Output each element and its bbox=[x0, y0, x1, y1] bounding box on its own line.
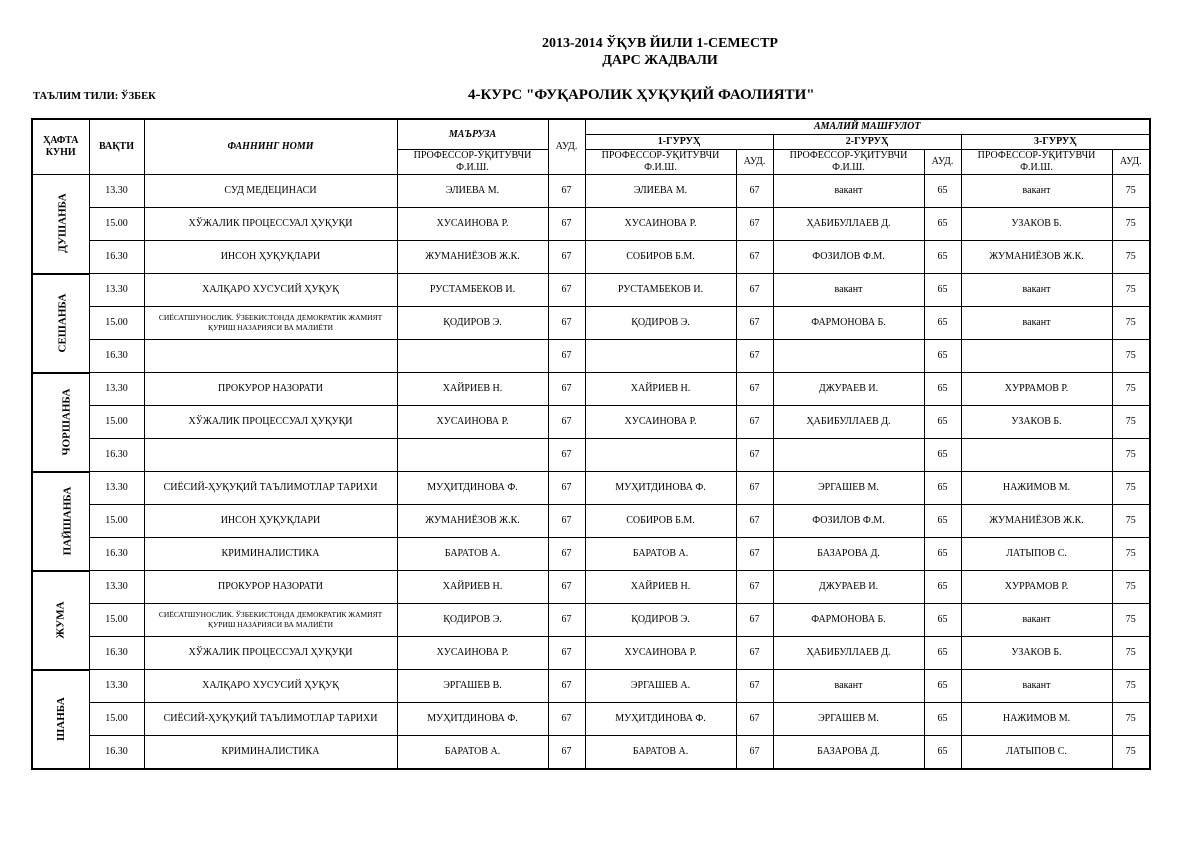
col-lecture-room-header: АУД. bbox=[548, 119, 585, 175]
group-3-teacher-cell: УЗАКОВ Б. bbox=[961, 406, 1112, 439]
group-3-room-cell: 75 bbox=[1112, 340, 1150, 373]
group-1-room-cell: 67 bbox=[736, 274, 773, 307]
table-row bbox=[32, 538, 1150, 571]
lecture-teacher-cell bbox=[397, 340, 548, 373]
group-2-teacher-cell: вакант bbox=[773, 175, 924, 208]
group-1-room-cell: 67 bbox=[736, 538, 773, 571]
time-cell: 13.30 bbox=[89, 175, 144, 208]
group-2-room-cell: 65 bbox=[924, 241, 961, 274]
group-1-room-cell: 67 bbox=[736, 208, 773, 241]
lecture-teacher-cell: РУСТАМБЕКОВ И. bbox=[397, 274, 548, 307]
subject-cell: ХАЛҚАРО ХУСУСИЙ ҲУҚУҚ bbox=[144, 274, 397, 307]
group-2-room-cell: 65 bbox=[924, 208, 961, 241]
group-2-room-header: АУД. bbox=[924, 150, 961, 175]
day-label: ЖУМА bbox=[54, 600, 67, 639]
day-label-cell bbox=[32, 175, 89, 274]
group-3-teacher-cell: вакант bbox=[961, 274, 1112, 307]
group-3-teacher-cell: НАЖИМОВ М. bbox=[961, 472, 1112, 505]
table-row bbox=[32, 736, 1150, 770]
table-row bbox=[32, 571, 1150, 604]
group-1-room-cell: 67 bbox=[736, 736, 773, 770]
group-1-header: 1-ГУРУҲ bbox=[585, 135, 773, 150]
group-1-room-cell: 67 bbox=[736, 571, 773, 604]
group-3-room-cell: 75 bbox=[1112, 241, 1150, 274]
subject-cell: ПРОКУРОР НАЗОРАТИ bbox=[144, 373, 397, 406]
subject-cell: ХАЛҚАРО ХУСУСИЙ ҲУҚУҚ bbox=[144, 670, 397, 703]
group-2-room-cell: 65 bbox=[924, 274, 961, 307]
group-2-teacher-header: ПРОФЕССОР-ЎҚИТУВЧИ Ф.И.Ш. bbox=[773, 150, 924, 175]
group-2-teacher-cell: БАЗАРОВА Д. bbox=[773, 736, 924, 770]
col-time-header: ВАҚТИ bbox=[89, 119, 144, 175]
group-3-teacher-cell: ЖУМАНИЁЗОВ Ж.К. bbox=[961, 241, 1112, 274]
col-day-header: ҲАФТА КУНИ bbox=[32, 119, 89, 175]
subject-cell: ИНСОН ҲУҚУҚЛАРИ bbox=[144, 241, 397, 274]
table-row bbox=[32, 703, 1150, 736]
group-3-teacher-cell: вакант bbox=[961, 670, 1112, 703]
lecture-room-cell: 67 bbox=[548, 736, 585, 770]
group-1-teacher-cell: ЭРГАШЕВ А. bbox=[585, 670, 736, 703]
group-1-room-header: АУД. bbox=[736, 150, 773, 175]
time-cell: 13.30 bbox=[89, 571, 144, 604]
table-row bbox=[32, 670, 1150, 703]
group-1-teacher-cell: ХАЙРИЕВ Н. bbox=[585, 571, 736, 604]
group-3-teacher-cell bbox=[961, 340, 1112, 373]
subject-cell: СИЁСИЙ-ҲУҚУҚИЙ ТАЪЛИМОТЛАР ТАРИХИ bbox=[144, 472, 397, 505]
group-3-room-cell: 75 bbox=[1112, 637, 1150, 670]
group-3-room-cell: 75 bbox=[1112, 472, 1150, 505]
group-2-teacher-cell: вакант bbox=[773, 670, 924, 703]
day-label-cell bbox=[32, 571, 89, 670]
lecture-room-cell: 67 bbox=[548, 439, 585, 472]
subject-cell bbox=[144, 439, 397, 472]
group-3-teacher-cell: ЛАТЫПОВ С. bbox=[961, 736, 1112, 770]
group-3-teacher-cell: вакант bbox=[961, 604, 1112, 637]
lecture-teacher-cell: ҚОДИРОВ Э. bbox=[397, 307, 548, 340]
group-2-teacher-cell bbox=[773, 439, 924, 472]
group-3-teacher-cell: НАЖИМОВ М. bbox=[961, 703, 1112, 736]
group-3-room-cell: 75 bbox=[1112, 175, 1150, 208]
lecture-room-cell: 67 bbox=[548, 703, 585, 736]
group-1-teacher-cell: ХАЙРИЕВ Н. bbox=[585, 373, 736, 406]
group-2-teacher-cell: ҲАБИБУЛЛАЕВ Д. bbox=[773, 406, 924, 439]
group-1-teacher-cell: ХУСАИНОВА Р. bbox=[585, 406, 736, 439]
group-2-teacher-cell: ҲАБИБУЛЛАЕВ Д. bbox=[773, 208, 924, 241]
time-cell: 15.00 bbox=[89, 406, 144, 439]
group-1-teacher-cell: МУҲИТДИНОВА Ф. bbox=[585, 472, 736, 505]
day-label: ЧОРШАНБА bbox=[60, 388, 73, 455]
group-2-teacher-cell: ҲАБИБУЛЛАЕВ Д. bbox=[773, 637, 924, 670]
group-3-teacher-cell: вакант bbox=[961, 175, 1112, 208]
time-cell: 13.30 bbox=[89, 670, 144, 703]
group-1-room-cell: 67 bbox=[736, 175, 773, 208]
table-row bbox=[32, 340, 1150, 373]
day-label-cell bbox=[32, 670, 89, 770]
table-row bbox=[32, 505, 1150, 538]
lecture-teacher-cell: ЖУМАНИЁЗОВ Ж.К. bbox=[397, 505, 548, 538]
lecture-teacher-cell: ЭРГАШЕВ В. bbox=[397, 670, 548, 703]
group-3-header: 3-ГУРУҲ bbox=[961, 135, 1150, 150]
lecture-teacher-cell: ЖУМАНИЁЗОВ Ж.К. bbox=[397, 241, 548, 274]
group-1-teacher-header: ПРОФЕССОР-ЎҚИТУВЧИ Ф.И.Ш. bbox=[585, 150, 736, 175]
schedule-table bbox=[31, 118, 1151, 770]
lecture-room-cell: 67 bbox=[548, 406, 585, 439]
language-label: ТАЪЛИМ ТИЛИ: ЎЗБЕК bbox=[33, 91, 156, 102]
group-3-teacher-header: ПРОФЕССОР-ЎҚИТУВЧИ Ф.И.Ш. bbox=[961, 150, 1112, 175]
group-2-teacher-cell: ФАРМОНОВА Б. bbox=[773, 307, 924, 340]
day-label-cell bbox=[32, 373, 89, 472]
subject-cell: ХЎЖАЛИК ПРОЦЕССУАЛ ҲУҚУҚИ bbox=[144, 406, 397, 439]
group-3-room-cell: 75 bbox=[1112, 736, 1150, 770]
table-row bbox=[32, 604, 1150, 637]
day-label-cell bbox=[32, 472, 89, 571]
subject-cell: ХЎЖАЛИК ПРОЦЕССУАЛ ҲУҚУҚИ bbox=[144, 637, 397, 670]
table-row bbox=[32, 307, 1150, 340]
group-3-teacher-cell: ЛАТЫПОВ С. bbox=[961, 538, 1112, 571]
subject-cell: ХЎЖАЛИК ПРОЦЕССУАЛ ҲУҚУҚИ bbox=[144, 208, 397, 241]
day-label: СЕШАНБА bbox=[56, 293, 69, 352]
group-3-room-cell: 75 bbox=[1112, 571, 1150, 604]
subject-cell: КРИМИНАЛИСТИКА bbox=[144, 736, 397, 770]
group-1-teacher-cell: БАРАТОВ А. bbox=[585, 538, 736, 571]
lecture-room-cell: 67 bbox=[548, 274, 585, 307]
group-3-room-cell: 75 bbox=[1112, 538, 1150, 571]
lecture-teacher-cell: ХАЙРИЕВ Н. bbox=[397, 571, 548, 604]
lecture-room-cell: 67 bbox=[548, 373, 585, 406]
group-2-room-cell: 65 bbox=[924, 637, 961, 670]
subject-cell: ИНСОН ҲУҚУҚЛАРИ bbox=[144, 505, 397, 538]
time-cell: 16.30 bbox=[89, 538, 144, 571]
lecture-room-cell: 67 bbox=[548, 538, 585, 571]
group-1-room-cell: 67 bbox=[736, 241, 773, 274]
table-row bbox=[32, 439, 1150, 472]
lecture-room-cell: 67 bbox=[548, 307, 585, 340]
lecture-teacher-cell bbox=[397, 439, 548, 472]
group-2-room-cell: 65 bbox=[924, 373, 961, 406]
table-row bbox=[32, 406, 1150, 439]
group-2-room-cell: 65 bbox=[924, 439, 961, 472]
time-cell: 15.00 bbox=[89, 604, 144, 637]
course-title: 4-КУРС "ФУҚАРОЛИК ҲУҚУҚИЙ ФАОЛИЯТИ" bbox=[468, 87, 815, 103]
group-2-teacher-cell: ДЖУРАЕВ И. bbox=[773, 373, 924, 406]
group-1-room-cell: 67 bbox=[736, 307, 773, 340]
group-3-room-cell: 75 bbox=[1112, 670, 1150, 703]
day-label-cell bbox=[32, 274, 89, 373]
group-3-teacher-cell: ХУРРАМОВ Р. bbox=[961, 373, 1112, 406]
group-3-room-cell: 75 bbox=[1112, 406, 1150, 439]
day-label: ШАНБА bbox=[54, 696, 67, 741]
col-practical-header: АМАЛИЙ МАШҒУЛОТ bbox=[585, 119, 1150, 135]
group-2-room-cell: 65 bbox=[924, 406, 961, 439]
col-subject-header: ФАННИНГ НОМИ bbox=[144, 119, 397, 175]
subject-cell bbox=[144, 340, 397, 373]
time-cell: 15.00 bbox=[89, 505, 144, 538]
group-2-room-cell: 65 bbox=[924, 505, 961, 538]
day-label: ДУШАНБА bbox=[56, 193, 69, 253]
lecture-room-cell: 67 bbox=[548, 637, 585, 670]
group-3-room-cell: 75 bbox=[1112, 439, 1150, 472]
table-row bbox=[32, 208, 1150, 241]
group-1-teacher-cell bbox=[585, 340, 736, 373]
group-2-room-cell: 65 bbox=[924, 307, 961, 340]
group-2-room-cell: 65 bbox=[924, 571, 961, 604]
group-1-teacher-cell: ХУСАИНОВА Р. bbox=[585, 637, 736, 670]
subject-cell: СИЁСАТШУНОСЛИК. ЎЗБЕКИСТОНДА ДЕМОКРАТИК ЖАМИЯТ ҚУРИШ НАЗАРИЯСИ ВА МАЛИЁТИ bbox=[144, 307, 397, 340]
group-1-teacher-cell: СОБИРОВ Б.М. bbox=[585, 505, 736, 538]
group-2-teacher-cell: ДЖУРАЕВ И. bbox=[773, 571, 924, 604]
group-2-teacher-cell: ЭРГАШЕВ М. bbox=[773, 703, 924, 736]
group-2-room-cell: 65 bbox=[924, 736, 961, 770]
lecture-room-cell: 67 bbox=[548, 505, 585, 538]
day-label: ПАЙШАНБА bbox=[61, 486, 74, 555]
table-row bbox=[32, 637, 1150, 670]
group-2-header: 2-ГУРУҲ bbox=[773, 135, 961, 150]
group-3-room-cell: 75 bbox=[1112, 274, 1150, 307]
lecture-room-cell: 67 bbox=[548, 604, 585, 637]
lecture-room-cell: 67 bbox=[548, 472, 585, 505]
subject-cell: КРИМИНАЛИСТИКА bbox=[144, 538, 397, 571]
group-1-room-cell: 67 bbox=[736, 670, 773, 703]
group-1-room-cell: 67 bbox=[736, 637, 773, 670]
lecture-room-cell: 67 bbox=[548, 175, 585, 208]
lecture-teacher-cell: МУҲИТДИНОВА Ф. bbox=[397, 472, 548, 505]
time-cell: 16.30 bbox=[89, 439, 144, 472]
lecture-teacher-cell: ХАЙРИЕВ Н. bbox=[397, 373, 548, 406]
time-cell: 13.30 bbox=[89, 472, 144, 505]
time-cell: 15.00 bbox=[89, 208, 144, 241]
lecture-room-cell: 67 bbox=[548, 340, 585, 373]
table-row bbox=[32, 373, 1150, 406]
group-3-teacher-cell: вакант bbox=[961, 307, 1112, 340]
table-row bbox=[32, 274, 1150, 307]
lecture-room-cell: 67 bbox=[548, 241, 585, 274]
group-2-room-cell: 65 bbox=[924, 175, 961, 208]
group-1-teacher-cell: ҚОДИРОВ Э. bbox=[585, 307, 736, 340]
subject-cell: СУД МЕДЕЦИНАСИ bbox=[144, 175, 397, 208]
lecture-teacher-header: ПРОФЕССОР-ЎҚИТУВЧИ Ф.И.Ш. bbox=[397, 150, 548, 175]
group-3-room-cell: 75 bbox=[1112, 307, 1150, 340]
table-row bbox=[32, 472, 1150, 505]
group-1-teacher-cell: ХУСАИНОВА Р. bbox=[585, 208, 736, 241]
group-2-room-cell: 65 bbox=[924, 472, 961, 505]
group-2-room-cell: 65 bbox=[924, 670, 961, 703]
group-2-teacher-cell: ФОЗИЛОВ Ф.М. bbox=[773, 505, 924, 538]
group-2-teacher-cell: ЭРГАШЕВ М. bbox=[773, 472, 924, 505]
col-lecture-header: МАЪРУЗА bbox=[397, 119, 548, 150]
group-3-teacher-cell bbox=[961, 439, 1112, 472]
group-2-room-cell: 65 bbox=[924, 538, 961, 571]
time-cell: 13.30 bbox=[89, 274, 144, 307]
subject-cell: СИЁСАТШУНОСЛИК. ЎЗБЕКИСТОНДА ДЕМОКРАТИК ЖАМИЯТ ҚУРИШ НАЗАРИЯСИ ВА МАЛИЁТИ bbox=[144, 604, 397, 637]
group-2-teacher-cell: БАЗАРОВА Д. bbox=[773, 538, 924, 571]
group-1-room-cell: 67 bbox=[736, 505, 773, 538]
group-3-room-cell: 75 bbox=[1112, 373, 1150, 406]
group-1-room-cell: 67 bbox=[736, 373, 773, 406]
time-cell: 15.00 bbox=[89, 703, 144, 736]
time-cell: 16.30 bbox=[89, 241, 144, 274]
group-3-teacher-cell: ЖУМАНИЁЗОВ Ж.К. bbox=[961, 505, 1112, 538]
group-1-teacher-cell: РУСТАМБЕКОВ И. bbox=[585, 274, 736, 307]
time-cell: 16.30 bbox=[89, 340, 144, 373]
group-3-room-cell: 75 bbox=[1112, 505, 1150, 538]
group-1-teacher-cell: МУҲИТДИНОВА Ф. bbox=[585, 703, 736, 736]
group-1-room-cell: 67 bbox=[736, 604, 773, 637]
table-row bbox=[32, 241, 1150, 274]
group-1-teacher-cell: БАРАТОВ А. bbox=[585, 736, 736, 770]
time-cell: 16.30 bbox=[89, 736, 144, 770]
group-1-teacher-cell bbox=[585, 439, 736, 472]
group-2-teacher-cell bbox=[773, 340, 924, 373]
group-3-teacher-cell: ХУРРАМОВ Р. bbox=[961, 571, 1112, 604]
group-2-room-cell: 65 bbox=[924, 703, 961, 736]
time-cell: 16.30 bbox=[89, 637, 144, 670]
group-3-room-header: АУД. bbox=[1112, 150, 1150, 175]
group-3-teacher-cell: УЗАКОВ Б. bbox=[961, 208, 1112, 241]
group-3-teacher-cell: УЗАКОВ Б. bbox=[961, 637, 1112, 670]
lecture-room-cell: 67 bbox=[548, 670, 585, 703]
group-2-room-cell: 65 bbox=[924, 604, 961, 637]
lecture-teacher-cell: ЭЛИЕВА М. bbox=[397, 175, 548, 208]
group-2-teacher-cell: ФОЗИЛОВ Ф.М. bbox=[773, 241, 924, 274]
table-row bbox=[32, 175, 1150, 208]
lecture-teacher-cell: ХУСАИНОВА Р. bbox=[397, 208, 548, 241]
group-2-teacher-cell: вакант bbox=[773, 274, 924, 307]
group-2-room-cell: 65 bbox=[924, 340, 961, 373]
group-1-room-cell: 67 bbox=[736, 472, 773, 505]
group-1-room-cell: 67 bbox=[736, 703, 773, 736]
lecture-teacher-cell: ХУСАИНОВА Р. bbox=[397, 406, 548, 439]
group-1-teacher-cell: ЭЛИЕВА М. bbox=[585, 175, 736, 208]
lecture-teacher-cell: БАРАТОВ А. bbox=[397, 736, 548, 770]
time-cell: 13.30 bbox=[89, 373, 144, 406]
group-1-room-cell: 67 bbox=[736, 406, 773, 439]
group-1-room-cell: 67 bbox=[736, 340, 773, 373]
group-3-room-cell: 75 bbox=[1112, 208, 1150, 241]
lecture-room-cell: 67 bbox=[548, 571, 585, 604]
group-1-room-cell: 67 bbox=[736, 439, 773, 472]
subject-cell: СИЁСИЙ-ҲУҚУҚИЙ ТАЪЛИМОТЛАР ТАРИХИ bbox=[144, 703, 397, 736]
group-3-room-cell: 75 bbox=[1112, 703, 1150, 736]
lecture-teacher-cell: ҚОДИРОВ Э. bbox=[397, 604, 548, 637]
group-1-teacher-cell: СОБИРОВ Б.М. bbox=[585, 241, 736, 274]
semester-title: 2013-2014 ЎҚУВ ЙИЛИ 1-СЕМЕСТР bbox=[542, 36, 778, 51]
schedule-title: ДАРС ЖАДВАЛИ bbox=[602, 53, 718, 68]
lecture-teacher-cell: ХУСАИНОВА Р. bbox=[397, 637, 548, 670]
subject-cell: ПРОКУРОР НАЗОРАТИ bbox=[144, 571, 397, 604]
group-1-teacher-cell: ҚОДИРОВ Э. bbox=[585, 604, 736, 637]
lecture-teacher-cell: МУҲИТДИНОВА Ф. bbox=[397, 703, 548, 736]
group-3-room-cell: 75 bbox=[1112, 604, 1150, 637]
lecture-room-cell: 67 bbox=[548, 208, 585, 241]
time-cell: 15.00 bbox=[89, 307, 144, 340]
group-2-teacher-cell: ФАРМОНОВА Б. bbox=[773, 604, 924, 637]
lecture-teacher-cell: БАРАТОВ А. bbox=[397, 538, 548, 571]
